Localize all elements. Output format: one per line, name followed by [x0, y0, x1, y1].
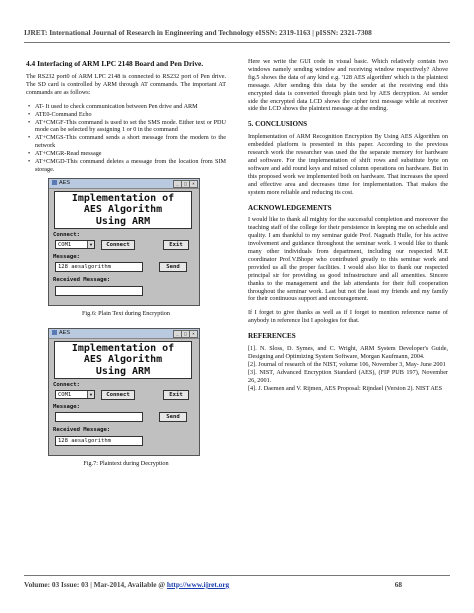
exit-button[interactable]: Exit	[163, 390, 189, 400]
references-heading: REFERENCES	[248, 332, 296, 341]
at-command-list	[26, 103, 226, 174]
heading-line: AES Algorithm	[83, 204, 163, 216]
figure-caption: Fig.7: Plaintext during Decryption	[83, 459, 169, 467]
port-select[interactable]	[55, 390, 95, 399]
message-input[interactable]: 128 aesalgorithm	[55, 262, 143, 272]
figure-caption: Fig.6: Plain Text during Encryption	[82, 309, 170, 317]
heading-line: Using ARM	[95, 215, 151, 227]
reference-list	[248, 345, 448, 392]
send-button[interactable]: Send	[159, 262, 187, 272]
connect-label: Connect:	[53, 381, 80, 388]
close-icon[interactable]: ×	[189, 180, 198, 188]
list-item: • AT+CMGR-Read message	[35, 150, 226, 158]
app-heading-box	[54, 341, 192, 379]
maximize-icon[interactable]: □	[181, 330, 190, 338]
port-value: COM1	[58, 241, 72, 248]
close-icon[interactable]: ×	[189, 330, 198, 338]
connect-label: Connect:	[53, 231, 80, 238]
minimize-icon[interactable]: _	[173, 330, 182, 338]
maximize-icon[interactable]: □	[181, 180, 190, 188]
received-message-field[interactable]: 128 aesalgorithm	[55, 436, 143, 446]
chevron-down-icon[interactable]: ▼	[87, 391, 94, 398]
footer-volume-info: Volume: 03 Issue: 03 | Mar-2014, Available @	[24, 580, 167, 589]
app-icon	[52, 330, 57, 335]
received-message-label: Received Message:	[53, 426, 111, 433]
journal-link[interactable]: http://www.ijret.org	[166, 580, 230, 589]
page-footer	[24, 580, 450, 589]
reference-item: [1]. N. Sloss, D. Symes, and C. Wright, ARM System Developer's Guide, Designing and Optimizing System Software, Morgan Kaufmann, 2004.	[248, 345, 448, 360]
acknowledgements-paragraph: I would like to thank all mighty for the successful completion and moreover the teaching staff of the college for their persistence in keeping me on schedule and quality. I am thankful to my seminar guide Prof. Nagnath Hulle, for his active involvement and guidance throughout the seminar work. I would like to thank many other individuals from department, including our respected M.E coordinator Prof.V.Bhope who contributed greatly to this seminar work and provided us all the proper facilities. I would also like to thank our respected principal sir for providing us good infrastructure and all amenities. Sincere thanks to the management and the lab attendants for their full cooperation throughout the seminar work. Last but not the least my friends and my family for their continuous support and encouragement.	[248, 216, 448, 303]
app-icon	[52, 180, 57, 185]
message-input[interactable]	[55, 412, 143, 422]
reference-item: [2]. Journal of research of the NIST, volume 106, November 3, May- June 2001	[248, 360, 446, 368]
minimize-icon[interactable]: _	[173, 180, 182, 188]
list-item: • AT+CMGF-This command is used to set the SMS mode. Either text or PDU mode can be selected by assigning 1 or 0 in the command	[35, 119, 226, 135]
heading-line: Implementation of	[71, 192, 175, 204]
left-column	[26, 58, 226, 478]
intro-paragraph: The RS232 port0 of ARM LPC 2148 is connected to RS232 port of Pen drive. The SD card is controlled by ARM through AT commands. The important AT commands are as follows:	[26, 73, 226, 96]
list-item: • AT- It used to check communication between Pen drive and ARM	[35, 103, 226, 111]
apology-paragraph: If I forget to give thanks as well as if I forget to mention reference name of anybody in reference list I apologies for that.	[248, 309, 448, 325]
footer-divider	[24, 575, 450, 576]
section-title-4-4: 4.4 Interfacing of ARM LPC 2148 Board and Pen Drive.	[26, 59, 204, 68]
reference-item: [4]. J. Daemen and V. Rijmen, AES Proposal: Rijndael (Version 2). NIST AES	[248, 384, 443, 392]
connect-button[interactable]: Connect	[101, 240, 135, 250]
journal-header: IJRET: International Journal of Research in Engineering and Technology eISSN: 2319-1163 | pISSN: 2321-7308	[24, 28, 372, 37]
window-title: AES	[59, 179, 71, 186]
app-heading-box	[54, 191, 192, 229]
conclusions-heading: 5. CONCLUSIONS	[248, 120, 308, 129]
window-title: AES	[59, 329, 71, 336]
page-number: 68	[394, 580, 402, 589]
header-divider	[24, 42, 450, 43]
connect-button[interactable]: Connect	[101, 390, 135, 400]
message-label: Message:	[53, 403, 80, 410]
received-message-field[interactable]	[55, 286, 143, 296]
port-value: COM1	[58, 391, 72, 398]
heading-line: Implementation of	[71, 342, 175, 354]
aes-window-fig6	[48, 178, 200, 306]
heading-line: Using ARM	[95, 365, 151, 377]
send-button[interactable]: Send	[159, 412, 187, 422]
message-label: Message:	[53, 253, 80, 260]
acknowledgements-heading: ACKNOWLEDGEMENTS	[248, 203, 332, 212]
list-item: • AT+CMGS-This command sends a short message from the modem to the network	[35, 134, 226, 150]
exit-button[interactable]: Exit	[163, 240, 189, 250]
reference-item: [3]. NIST, Advanced Encryption Standard (AES), (FIP PUB 197), November 26, 2001.	[248, 368, 448, 384]
gui-description-paragraph: Here we write the GUI code in visual basic. Which relatively contain two windows namely sending window and receiving window respectively? Above fig.5 shows the data of any kind e.g. '128 AES algorithm' which is the plaintext message. After sending this data by the sender at the receiving end this encrypted data is converted through plain text by AES decryption. At sender side the encrypted data LCD shows the cipher text message while at receiver side the LCD shows the plaintext message at the ending.	[248, 58, 448, 113]
conclusions-paragraph: Implementation of ARM Recognition Encryption By Using AES Algorithm on embedded platform is presented in this paper. According to the previous research work the researcher was used the the separate memory for hardware and software. For the implementation of shift rows and substitute byte on software and add round keys and mixed column operations on hardware. But in this proposed work we implemented both on hardware. That increases the speed and effective area and decreases time for implementation. That makes the system more reliable and reducing its cost.	[248, 133, 448, 196]
aes-window-fig7	[48, 328, 200, 456]
list-item: • ATE0-Command Echo	[35, 111, 226, 119]
right-column	[248, 58, 448, 393]
list-item: • AT+CMGD-This command deletes a message from the location from SIM storage.	[35, 158, 226, 174]
received-message-label: Received Message:	[53, 276, 111, 283]
chevron-down-icon[interactable]: ▼	[87, 241, 94, 248]
heading-line: AES Algorithm	[83, 354, 163, 366]
port-select[interactable]	[55, 240, 95, 249]
